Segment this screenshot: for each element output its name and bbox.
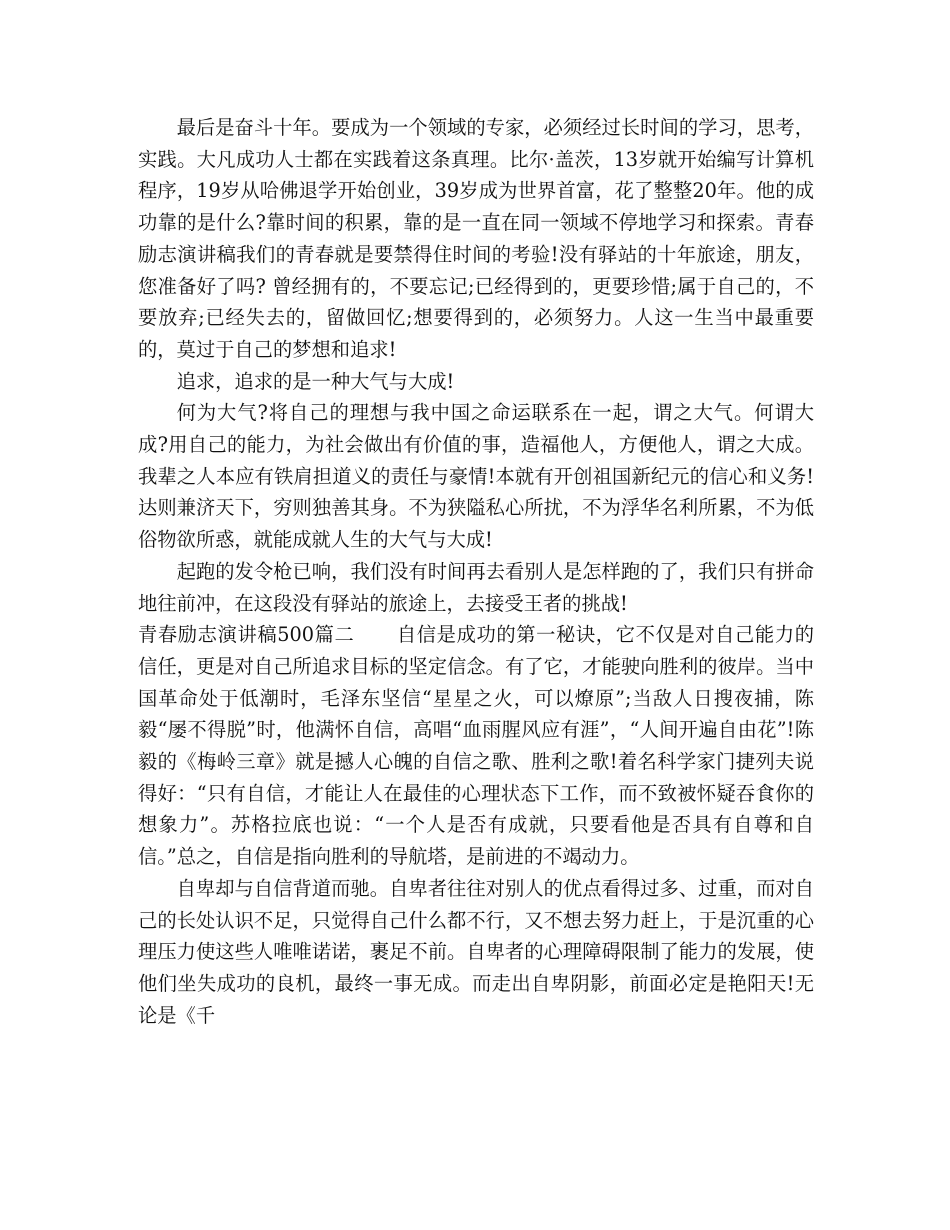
section-heading: 青春励志演讲稿500篇二 xyxy=(138,623,355,647)
paragraph-starting-gun: 起跑的发令枪已响，我们没有时间再去看别人是怎样跑的了，我们只有拼命地往前冲，在这段没有驿站的旅途上，去接受王者的挑战! xyxy=(138,559,814,615)
section-two xyxy=(138,619,814,873)
paragraph-struggle-ten-years: 最后是奋斗十年。要成为一个领域的专家，必须经过长时间的学习，思考，实践。大凡成功人士都在实践着这条真理。比尔·盖茨，13岁就开始编写计算机程序，19岁从哈佛退学开始创业，39岁成为世界首富，花了整整20年。他的成功靠的是什么?靠时间的积累，靠的是一直在同一领域不停地学习和探索。青春励志演讲稿我们的青春就是要禁得住时间的考验!没有驿站的十年旅途，朋友，您准备好了吗? 曾经拥有的，不要忘记;已经得到的，更要珍惜;属于自己的，不要放弃;已经失去的，留做回忆;想要得到的，必须努力。人这一生当中最重要的，莫过于自己的梦想和追求! xyxy=(138,116,814,361)
paragraph-pursuit: 追求，追求的是一种大气与大成! xyxy=(176,369,455,393)
paragraph-inferiority: 自卑却与自信背道而驰。自卑者往往对别人的优点看得过多、过重，而对自己的长处认识不足，只觉得自己什么都不行，又不想去努力赶上，于是沉重的心理压力使这些人唯唯诺诺，裹足不前。自卑者的心理障碍限制了能力的发展，使他们坐失成功的良机，最终一事无成。而走出自卑阴影，前面必定是艳阳天!无论是《千 xyxy=(138,876,814,1027)
paragraph-greatness: 何为大气?将自己的理想与我中国之命运联系在一起，谓之大气。何谓大成?用自己的能力，为社会做出有价值的事，造福他人，方便他人，谓之大成。我辈之人本应有铁肩担道义的责任与豪情!本就有开创祖国新纪元的信心和义务!达则兼济天下，穷则独善其身。不为狭隘私心所扰，不为浮华名利所累，不为低俗物欲所惑，就能成就人生的大气与大成! xyxy=(138,401,814,552)
document-body xyxy=(138,112,814,1031)
paragraph-confidence: 自信是成功的第一秘诀，它不仅是对自己能力的信任，更是对自己所追求目标的坚定信念。有了它，才能驶向胜利的彼岸。当中国革命处于低潮时，毛泽东坚信“星星之火，可以燎原”;当敌人日搜夜捕，陈毅“屡不得脱”时，他满怀自信，高唱“血雨腥风应有涯”，“人间开遍自由花”!陈毅的《梅岭三章》就是撼人心魄的自信之歌、胜利之歌!着名科学家门捷列夫说得好：“只有自信，才能让人在最佳的心理状态下工作，而不致被怀疑吞食你的想象力”。苏格拉底也说：“一个人是否有成就，只要看他是否具有自尊和自信。”总之，自信是指向胜利的导航塔，是前进的不竭动力。 xyxy=(138,623,814,869)
